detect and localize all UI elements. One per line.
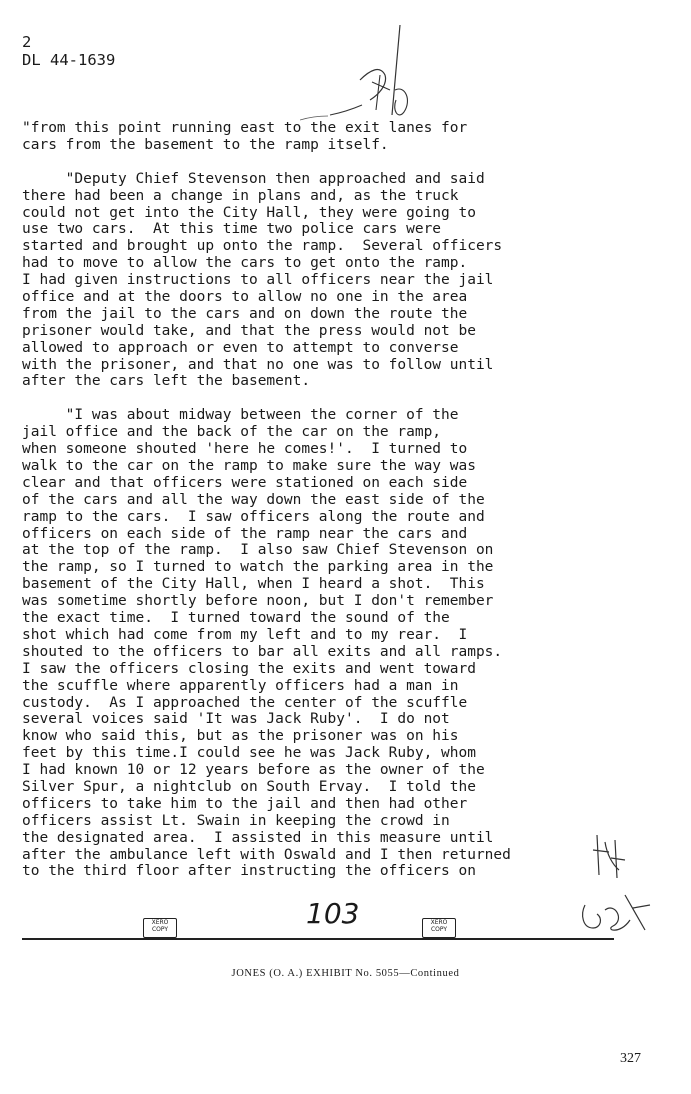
text-line: of the cars and all the way down the east side of the xyxy=(22,491,485,508)
text-line: office and at the doors to allow no one in the area xyxy=(22,289,468,306)
text-line: officers to take him to the jail and then had other xyxy=(22,795,468,812)
text-line: I had known 10 or 12 years before as the owner of the xyxy=(22,762,485,779)
text-line: I had given instructions to all officers near the jail xyxy=(22,272,494,289)
text-line: after the ambulance left with Oswald and I then returned xyxy=(22,846,511,863)
text-line: jail office and the back of the car on the ramp, xyxy=(22,424,442,441)
handwritten-page-number: 103 xyxy=(306,897,360,930)
text-line: at the top of the ramp. I also saw Chief Stevenson on xyxy=(22,542,494,559)
text-line: know who said this, but as the prisoner was on his xyxy=(22,728,459,745)
text-line: clear and that officers were stationed on each side xyxy=(22,474,468,491)
document-header xyxy=(22,33,115,69)
text-line: officers assist Lt. Swain in keeping the crowd in xyxy=(22,812,450,829)
bottom-rule xyxy=(22,938,614,940)
text-line: to the third floor after instructing the officers on xyxy=(22,863,476,880)
handwritten-initials-top xyxy=(300,20,420,130)
text-line: shouted to the officers to bar all exits and all ramps. xyxy=(22,643,503,660)
text-line: was sometime shortly before noon, but I don't remember xyxy=(22,593,494,610)
text-line: the designated area. I assisted in this measure until xyxy=(22,829,494,846)
xero-copy-stamp-right: XERO COPY xyxy=(422,918,456,938)
text-line: basement of the City Hall, when I heard a shot. This xyxy=(22,576,485,593)
text-line: after the cars left the basement. xyxy=(22,373,311,390)
text-line: the scuffle where apparently officers had a man in xyxy=(22,677,459,694)
text-line: the ramp, so I turned to watch the parking area in the xyxy=(22,559,494,576)
statement-body xyxy=(22,120,582,880)
text-line: walk to the car on the ramp to make sure the way was xyxy=(22,458,476,475)
text-line: when someone shouted 'here he comes!'. I turned to xyxy=(22,441,468,458)
text-line: "from this point running east to the exit lanes for xyxy=(22,120,468,136)
paragraph-gap xyxy=(22,154,582,171)
text-line: allowed to approach or even to attempt to converse xyxy=(22,339,459,356)
text-line: ramp to the cars. I saw officers along the route and xyxy=(22,508,485,525)
xero-copy-stamp-left: XERO COPY xyxy=(143,918,177,938)
text-line: from the jail to the cars and on down the route the xyxy=(22,305,468,322)
text-line: feet by this time.I could see he was Jack Ruby, whom xyxy=(22,745,476,762)
text-line: "Deputy Chief Stevenson then approached and said xyxy=(22,170,485,187)
text-line: started and brought up onto the ramp. Several officers xyxy=(22,238,503,255)
header-file-number: DL 44-1639 xyxy=(22,51,116,69)
text-line: officers on each side of the ramp near the cars and xyxy=(22,525,468,542)
text-line: Silver Spur, a nightclub on South Ervay. I told the xyxy=(22,778,476,795)
text-line: with the prisoner, and that no one was to follow until xyxy=(22,356,494,373)
text-line: several voices said 'It was Jack Ruby'. I do not xyxy=(22,711,450,728)
text-line: custody. As I approached the center of the scuffle xyxy=(22,694,468,711)
text-line: prisoner would take, and that the press would not be xyxy=(22,322,476,339)
text-line: had to move to allow the cars to get onto the ramp. xyxy=(22,255,468,272)
text-line: use two cars. At this time two police cars were xyxy=(22,221,442,238)
paragraph-gap xyxy=(22,390,582,407)
header-page-number: 2 xyxy=(22,33,32,51)
handwritten-initials-bottom xyxy=(575,890,655,940)
exhibit-caption: JONES (O. A.) EXHIBIT No. 5055—Continued xyxy=(231,968,460,979)
text-line: the exact time. I turned toward the sound of the xyxy=(22,610,450,627)
text-line: I saw the officers closing the exits and went toward xyxy=(22,660,476,677)
text-line: cars from the basement to the ramp itself. xyxy=(22,136,389,153)
text-line: there had been a change in plans and, as the truck xyxy=(22,187,459,204)
text-line: "I was about midway between the corner of the xyxy=(22,407,459,424)
page-number: 327 xyxy=(620,1051,641,1066)
text-line: could not get into the City Hall, they were going to xyxy=(22,204,476,221)
text-line: shot which had come from my left and to my rear. I xyxy=(22,626,468,643)
